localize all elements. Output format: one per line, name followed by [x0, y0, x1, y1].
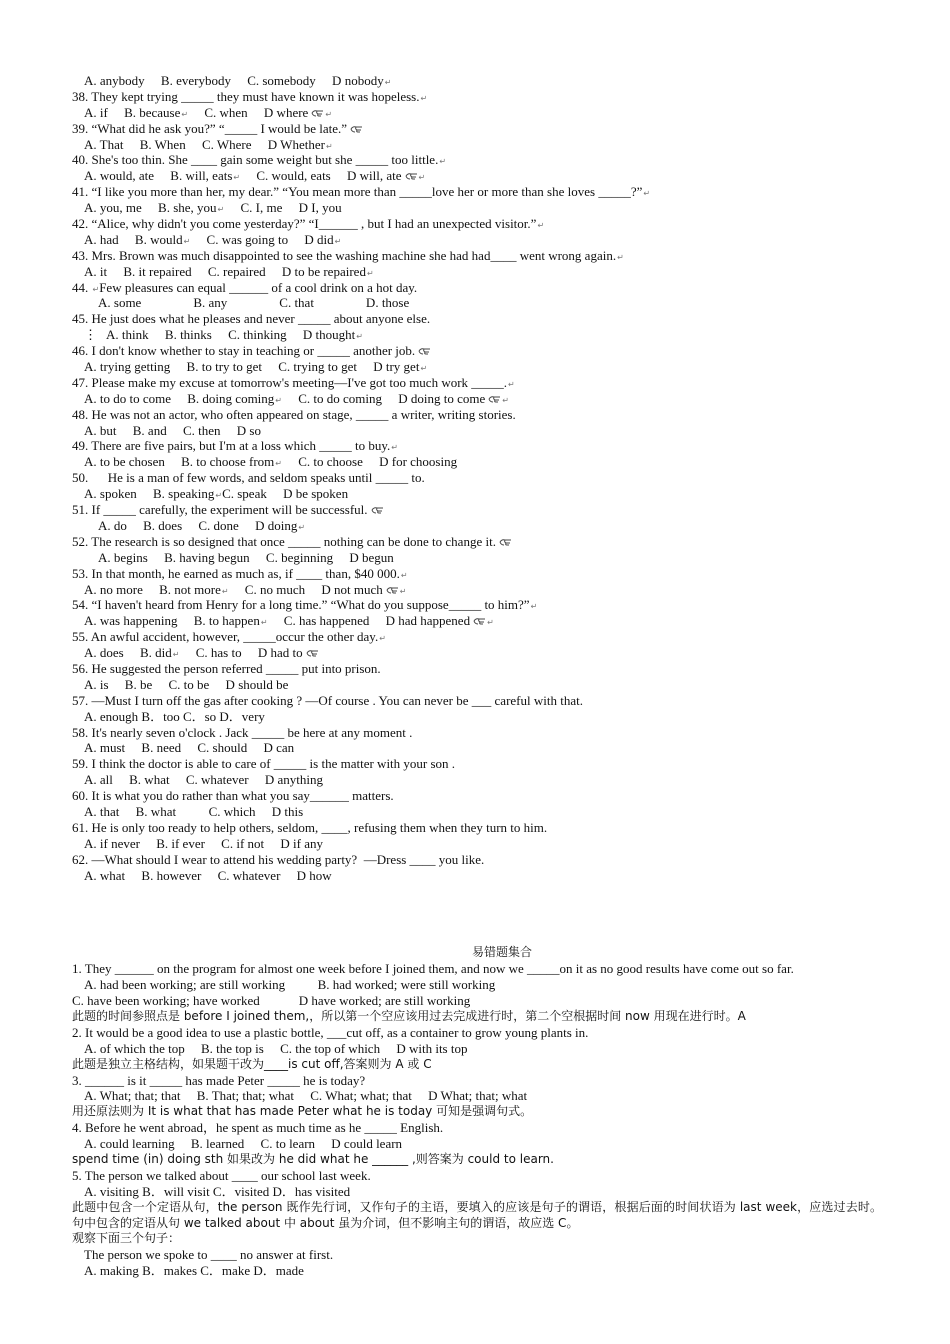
line-text: 62. —What should I wear to attend his wedding party? —Dress ____ you like.	[72, 851, 485, 867]
text-line	[72, 168, 882, 184]
paragraph-mark: ↵	[537, 221, 545, 231]
text-line	[72, 438, 882, 454]
line-text-cont: C. no much D not much	[228, 581, 383, 597]
paragraph-mark: ↵	[92, 284, 100, 294]
text-line	[72, 232, 882, 248]
error-prone-list	[72, 961, 882, 1199]
pointing-hand-icon	[473, 617, 486, 625]
line-text: A. of which the top B. the top is C. the top of which D with its top	[84, 1040, 468, 1056]
paragraph-mark: ↵	[384, 78, 392, 87]
text-line	[72, 375, 882, 391]
line-text: 55. An awful accident, however, _____occur the other day.	[72, 629, 379, 645]
pointing-hand-icon	[350, 125, 363, 133]
pointing-hand-icon	[371, 506, 384, 514]
paragraph-mark: ↵	[439, 157, 447, 167]
line-text: A. it B. it repaired C. repaired D to be repaired	[84, 263, 366, 279]
line-text: A. could learning B. learned C. to learn D could learn	[84, 1136, 403, 1152]
text-line	[72, 1104, 882, 1120]
line-text: A. had been working; are still working B. had worked; were still working	[84, 977, 496, 993]
paragraph-mark: ↵	[221, 586, 229, 596]
line-text-cont: C. has happened D had happened	[267, 613, 471, 629]
line-text: 39. “What did he ask you?” “_____ I would be late.”	[72, 120, 348, 136]
text-line	[72, 868, 882, 884]
text-line	[72, 248, 882, 264]
paragraph-mark: ↵	[356, 332, 363, 342]
line-text: 42. “Alice, why didn't you come yesterday?” “I______ , but I had an unexpected visitor.”	[72, 216, 537, 232]
text-line	[72, 820, 882, 836]
text-line	[72, 756, 882, 772]
line-text: A. what B. however C. whatever D how	[84, 867, 332, 883]
paragraph-mark: ↵	[275, 395, 282, 405]
line-text: A. making B．makes C．make D．made	[84, 1263, 304, 1279]
line-text-cont: C. was going to D did	[190, 231, 334, 247]
line-text: A. no more B. not more	[84, 581, 221, 597]
text-line	[72, 977, 882, 993]
text-line	[72, 327, 882, 343]
text-line	[72, 359, 882, 375]
line-text: A. was happening B. to happen	[84, 613, 260, 629]
text-line	[72, 534, 882, 550]
line-text: A. That B. When C. Where D Whether	[84, 136, 325, 152]
text-line	[72, 73, 882, 89]
line-text: A. if never B. if ever C. if not D if any	[84, 835, 324, 851]
text-line	[72, 1041, 882, 1057]
paragraph-mark: ↵	[391, 443, 398, 453]
text-line	[72, 423, 882, 439]
paragraph-mark: ↵	[643, 189, 651, 199]
line-text: A. anybody B. everybody C. somebody D nobody	[84, 73, 384, 88]
line-text: C. have been working; have worked D have worked; are still working	[72, 993, 471, 1009]
paragraph-mark: ↵	[275, 459, 282, 469]
text-line	[72, 613, 882, 629]
line-text: 1. They ______ on the program for almost one week before I joined them, and now we _____on it as no good results have come out so far.	[72, 961, 794, 977]
text-line	[72, 1263, 882, 1279]
text-line	[72, 740, 882, 756]
line-text: 51. If _____ carefully, the experiment will be successful.	[72, 502, 368, 518]
text-line	[72, 1057, 882, 1073]
pointing-hand-icon	[306, 649, 319, 657]
paragraph-mark: ↵	[420, 364, 428, 374]
text-line	[72, 1184, 882, 1200]
line-text-cont: C. to choose D for choosing	[281, 454, 458, 470]
text-line	[72, 121, 882, 137]
text-line	[72, 1136, 882, 1152]
line-text: A. but B. and C. then D so	[84, 422, 261, 438]
text-line	[72, 1025, 882, 1041]
line-text: A. is B. be C. to be D should be	[84, 676, 289, 692]
paragraph-mark: ↵	[617, 252, 624, 262]
paragraph-mark: ↵	[399, 586, 407, 596]
line-text: 44.	[72, 279, 92, 295]
line-text: 61. He is only too ready to help others, seldom, ____, refusing them when they turn to him.	[72, 819, 548, 835]
text-line	[72, 1247, 882, 1263]
text-line	[72, 311, 882, 327]
text-line	[72, 709, 882, 725]
text-line	[72, 1168, 882, 1184]
text-line	[72, 105, 882, 121]
section-gap	[72, 883, 882, 945]
text-line	[72, 280, 882, 296]
text-line	[72, 295, 882, 311]
question-list	[72, 73, 882, 883]
line-text: A. visiting B．will visit C．visited D．has visited	[84, 1183, 351, 1199]
paragraph-mark: ↵	[172, 650, 180, 660]
paragraph-mark: ↵	[379, 634, 386, 644]
text-line	[72, 597, 882, 613]
paragraph-mark: ↵	[298, 522, 306, 532]
paragraph-mark: ↵	[400, 570, 408, 580]
line-text: A. to do to come B. doing coming	[84, 390, 275, 406]
line-text-cont: C. I, me D I, you	[224, 200, 342, 216]
line-text: spend time (in) doing sth 如果改为 he did what he ______ ,则答案为 could to learn.	[72, 1152, 554, 1166]
text-line	[72, 788, 882, 804]
text-line	[72, 343, 882, 359]
line-text: 54. “I haven't heard from Henry for a long time.” “What do you suppose_____ to him?”	[72, 597, 530, 613]
pointing-hand-icon	[386, 586, 399, 594]
line-text-cont: C. speak D be spoken	[222, 486, 349, 502]
text-line	[72, 486, 882, 502]
line-text: ⋮ A. think B. thinks C. thinking D thought	[84, 327, 356, 343]
line-text-cont: C. when D where	[188, 104, 309, 120]
pointing-hand-icon	[488, 395, 501, 403]
line-text: 47. Please make my excuse at tomorrow's meeting—I've got too much work _____.	[72, 374, 508, 390]
line-text: 5. The person we talked about ____ our school last week.	[72, 1167, 371, 1183]
line-text: 观察下面三个句子：	[72, 1231, 181, 1246]
pointing-hand-icon	[311, 109, 324, 117]
text-line	[72, 852, 882, 868]
line-text: 用还原法则为 It is what that has made Peter what he is today 可知是强调句式。	[72, 1104, 533, 1119]
line-text: A. all B. what C. whatever D anything	[84, 772, 324, 788]
text-line	[72, 693, 882, 709]
text-line	[72, 772, 882, 788]
text-line	[72, 407, 882, 423]
pointing-hand-icon	[418, 347, 431, 355]
text-line	[72, 725, 882, 741]
line-text: 此题的时间参照点是 before I joined them,，所以第一个空应该用过去完成进行时，第二个空根据时间 now 用现在进行时。A	[72, 1008, 746, 1023]
paragraph-mark: ↵	[366, 268, 374, 278]
paragraph-mark: ↵	[508, 379, 515, 389]
document-page	[72, 73, 882, 1279]
text-line	[72, 454, 882, 470]
line-text: A. What; that; that B. That; that; what C. What; what; that D What; that; what	[84, 1088, 528, 1104]
line-text: 48. He was not an actor, who often appeared on stage, _____ a writer, writing stories.	[72, 406, 516, 422]
line-text: 45. He just does what he pleases and never _____ about anyone else.	[72, 311, 431, 327]
text-line	[72, 264, 882, 280]
text-line	[72, 566, 882, 582]
paragraph-mark: ↵	[183, 236, 191, 246]
line-text: A. had B. would	[84, 231, 183, 247]
line-text-cont: C. to do coming D doing to come	[282, 390, 486, 406]
text-line	[72, 470, 882, 486]
observation-list	[72, 1231, 882, 1279]
paragraph-mark: ↵	[233, 173, 241, 183]
line-text: 41. “I like you more than her, my dear.” “You mean more than _____love her or more than she loves _____?”	[72, 184, 643, 200]
text-line	[72, 1231, 882, 1247]
text-line	[72, 152, 882, 168]
line-text: A. that B. what C. which D this	[84, 803, 304, 819]
line-text: 38. They kept trying _____ they must have known it was hopeless.	[72, 88, 420, 104]
text-line	[72, 184, 882, 200]
line-text: A. to be chosen B. to choose from	[84, 454, 275, 470]
paragraph-mark: ↵	[260, 618, 268, 628]
text-line	[72, 1152, 882, 1168]
paragraph-mark: ↵	[325, 141, 333, 151]
text-line	[72, 1009, 882, 1025]
line-text: 46. I don't know whether to stay in teaching or _____ another job.	[72, 343, 416, 359]
text-line	[72, 216, 882, 232]
explanation-paragraph: 此题中包含一个定语从句，the person 既作先行词，又作句子的主语，要填入的应该是句子的谓语，根据后面的时间状语为 last week，应选过去时。句中包含的定语从句 we talked about 中 about 虽为介词，但不影响主句的谓语，故应选 C。	[72, 1199, 882, 1230]
text-line	[72, 391, 882, 407]
line-text-cont: C. would, eats D will, ate	[240, 168, 402, 184]
line-text: A. if B. because	[84, 104, 181, 120]
paragraph-mark: ↵	[487, 618, 494, 628]
line-text: 4. Before he went abroad，he spent as much time as he _____ English.	[72, 1120, 444, 1136]
line-text: The person we spoke to ____ no answer at first.	[84, 1247, 334, 1263]
paragraph-mark: ↵	[530, 602, 538, 612]
line-text: 52. The research is so designed that once _____ nothing can be done to change it.	[72, 533, 496, 549]
text-line	[72, 677, 882, 693]
paragraph-mark: ↵	[181, 109, 189, 119]
line-text: 2. It would be a good idea to use a plastic bottle, ___cut off, as a container to grow young plants in.	[72, 1024, 589, 1040]
paragraph-mark: ↵	[215, 491, 223, 501]
line-text: 49. There are five pairs, but I'm at a loss which _____ to buy.	[72, 438, 391, 454]
line-text: A. trying getting B. to try to get C. trying to get D try get	[84, 359, 420, 375]
line-text: A. do B. does C. done D doing	[98, 517, 298, 533]
text-line	[72, 804, 882, 820]
text-line	[72, 1088, 882, 1104]
line-text: A. enough B．too C．so D．very	[84, 708, 265, 724]
text-line	[72, 961, 882, 977]
section-title: 易错题集合	[471, 945, 532, 960]
line-text: A. you, me B. she, you	[84, 200, 217, 216]
text-line	[72, 582, 882, 598]
line-text: A. does B. did	[84, 645, 172, 661]
line-text: 60. It is what you do rather than what you say______ matters.	[72, 788, 394, 804]
line-text: A. must B. need C. should D can	[84, 740, 295, 756]
text-line	[72, 1120, 882, 1136]
paragraph-mark: ↵	[217, 205, 225, 215]
line-text: 3. ______ is it _____ has made Peter _____ he is today?	[72, 1072, 366, 1088]
line-text: A. begins B. having begun C. beginning D begun	[98, 549, 394, 565]
pointing-hand-icon	[405, 172, 418, 180]
paragraph-mark: ↵	[420, 93, 428, 103]
text-line	[72, 518, 882, 534]
text-line	[72, 502, 882, 518]
text-line	[72, 137, 882, 153]
paragraph-mark: ↵	[418, 173, 426, 183]
line-text: 53. In that month, he earned as much as, if ____ than, $40 000.	[72, 565, 400, 581]
line-text: A. some B. any C. that D. those	[98, 295, 410, 311]
line-text: 50. He is a man of few words, and seldom speaks until _____ to.	[72, 470, 425, 486]
line-text: 57. —Must I turn off the gas after cooking ? —Of course . You can never be ___ careful with that.	[72, 692, 583, 708]
line-text: A. spoken B. speaking	[84, 486, 215, 502]
line-text: 59. I think the doctor is able to care of _____ is the matter with your son .	[72, 756, 456, 772]
text-line	[72, 89, 882, 105]
paragraph-mark: ↵	[325, 109, 333, 119]
text-line	[72, 993, 882, 1009]
line-text: 56. He suggested the person referred _____ put into prison.	[72, 660, 381, 676]
line-text: A. would, ate B. will, eats	[84, 168, 233, 184]
text-line	[72, 661, 882, 677]
paragraph-mark: ↵	[334, 236, 342, 246]
line-text: 40. She's too thin. She ____ gain some weight but she _____ too little.	[72, 152, 439, 168]
paragraph-mark: ↵	[502, 395, 509, 405]
text-line	[72, 200, 882, 216]
text-line	[72, 645, 882, 661]
text-line	[72, 629, 882, 645]
pointing-hand-icon	[499, 538, 512, 546]
text-line	[72, 836, 882, 852]
line-text: 此题是独立主格结构，如果题干改为____is cut off,答案则为 A 或 C	[72, 1056, 432, 1071]
text-line	[72, 550, 882, 566]
line-text-cont: Few pleasures can equal ______ of a cool drink on a hot day.	[99, 279, 418, 295]
text-line	[72, 1073, 882, 1089]
line-text: 58. It's nearly seven o'clock . Jack _____ be here at any moment .	[72, 724, 413, 740]
line-text: 43. Mrs. Brown was much disappointed to see the washing machine she had had____ went wrong again.	[72, 247, 617, 263]
line-text-cont: C. has to D had to	[179, 645, 303, 661]
